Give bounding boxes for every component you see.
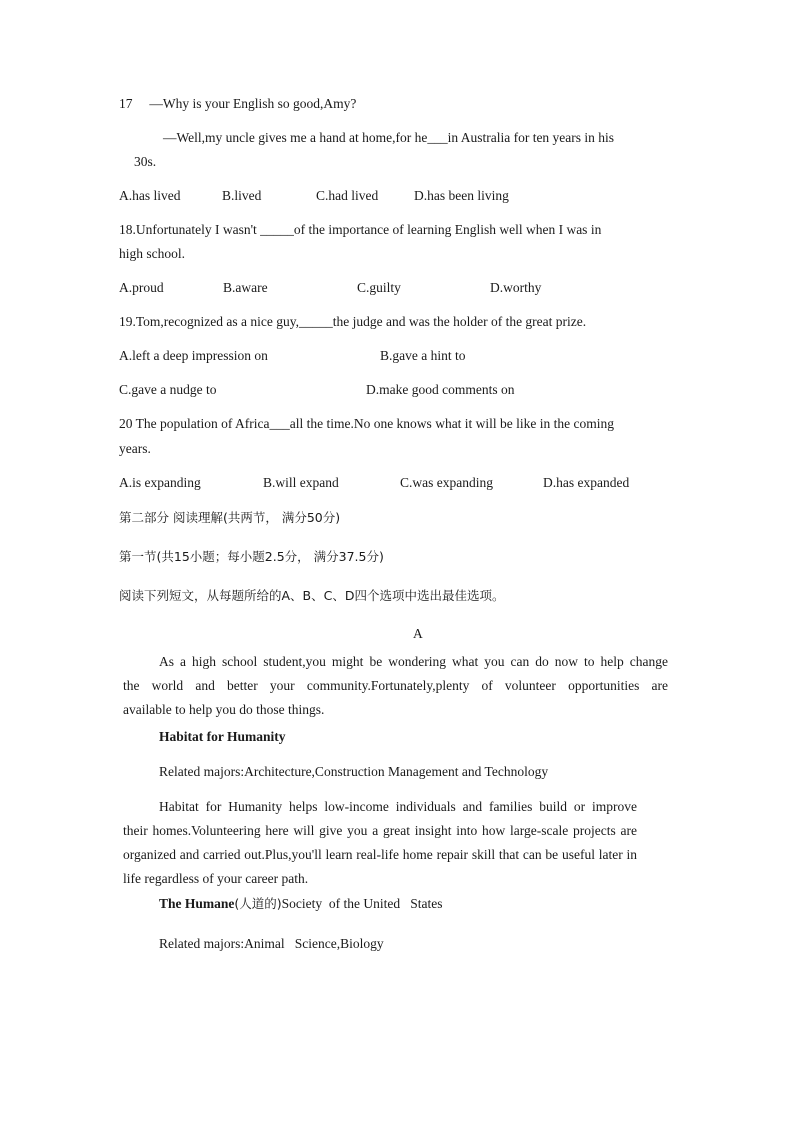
passage-intro: [123, 653, 668, 725]
passage-intro-line: available to help you do those things.: [123, 702, 325, 717]
q20-option-c: C.was expanding: [400, 475, 493, 490]
q20-option-d: D.has expanded: [543, 475, 630, 490]
q18-option-c: C.guilty: [357, 280, 401, 295]
org1-majors: Related majors:Architecture,Construction Management and Technology: [159, 764, 549, 779]
org1-body-line: life regardless of your career path.: [123, 871, 309, 886]
section2-subheading: 第一节(共15小题；每小题2.5分， 满分37.5分): [119, 549, 384, 564]
q18-option-d: D.worthy: [490, 280, 542, 295]
q19-option-a: A.left a deep impression on: [119, 348, 268, 363]
q20-line2: years.: [119, 441, 151, 456]
q17-option-d: D.has been living: [414, 188, 509, 203]
q20-option-a: A.is expanding: [119, 475, 201, 490]
org1-body-line: Habitat for Humanity helps low-income individuals and families build or improve: [159, 799, 637, 814]
q20-option-b: B.will expand: [263, 475, 339, 490]
q18-line1: 18.Unfortunately I wasn't _____of the importance of learning English well when I was in: [119, 222, 602, 237]
section2-instruction: 阅读下列短文，从每题所给的A、B、C、D四个选项中选出最佳选项。: [119, 588, 505, 603]
q17-option-b: B.lived: [222, 188, 262, 203]
passage-intro-line: As a high school student,you might be wondering what you can do now to help change: [159, 654, 668, 669]
q19-option-d: D.make good comments on: [366, 382, 515, 397]
org1-title: Habitat for Humanity: [159, 729, 286, 744]
q17-option-a: A.has lived: [119, 188, 181, 203]
passage-intro-line: the world and better your community.Fortunately,plenty of volunteer opportunities are: [123, 678, 668, 693]
q19-option-b: B.gave a hint to: [380, 348, 466, 363]
org1-body-line: organized and carried out.Plus,you'll learn real-life home repair skill that can be useful later in: [123, 847, 637, 862]
q20-line1: 20 The population of Africa___all the time.No one knows what it will be like in the coming: [119, 416, 615, 431]
q18-option-a: A.proud: [119, 280, 164, 295]
org2-title: [159, 895, 443, 913]
org2-title-cn: (人道的): [234, 896, 282, 911]
q17-reply-line2: 30s.: [134, 154, 157, 169]
org2-majors: Related majors:Animal Science,Biology: [159, 936, 384, 951]
org2-title-rest: Society of the United States: [281, 896, 443, 911]
org2-title-bold: The Humane: [159, 896, 235, 911]
section2-heading: 第二部分 阅读理解(共两节， 满分50分): [119, 510, 341, 525]
q19-line1: 19.Tom,recognized as a nice guy,_____the judge and was the holder of the great prize.: [119, 314, 587, 329]
q17-stem: 17 —Why is your English so good,Amy?: [119, 96, 357, 111]
passage-label: A: [413, 626, 423, 641]
org1-body-line: their homes.Volunteering here will give you a great insight into how large-scale projects are: [123, 823, 637, 838]
org1-body: [123, 798, 637, 894]
q17-reply-line1: —Well,my uncle gives me a hand at home,for he___in Australia for ten years in his: [163, 130, 615, 145]
q18-line2: high school.: [119, 246, 185, 261]
q17-option-c: C.had lived: [316, 188, 379, 203]
q18-option-b: B.aware: [223, 280, 268, 295]
q19-option-c: C.gave a nudge to: [119, 382, 217, 397]
